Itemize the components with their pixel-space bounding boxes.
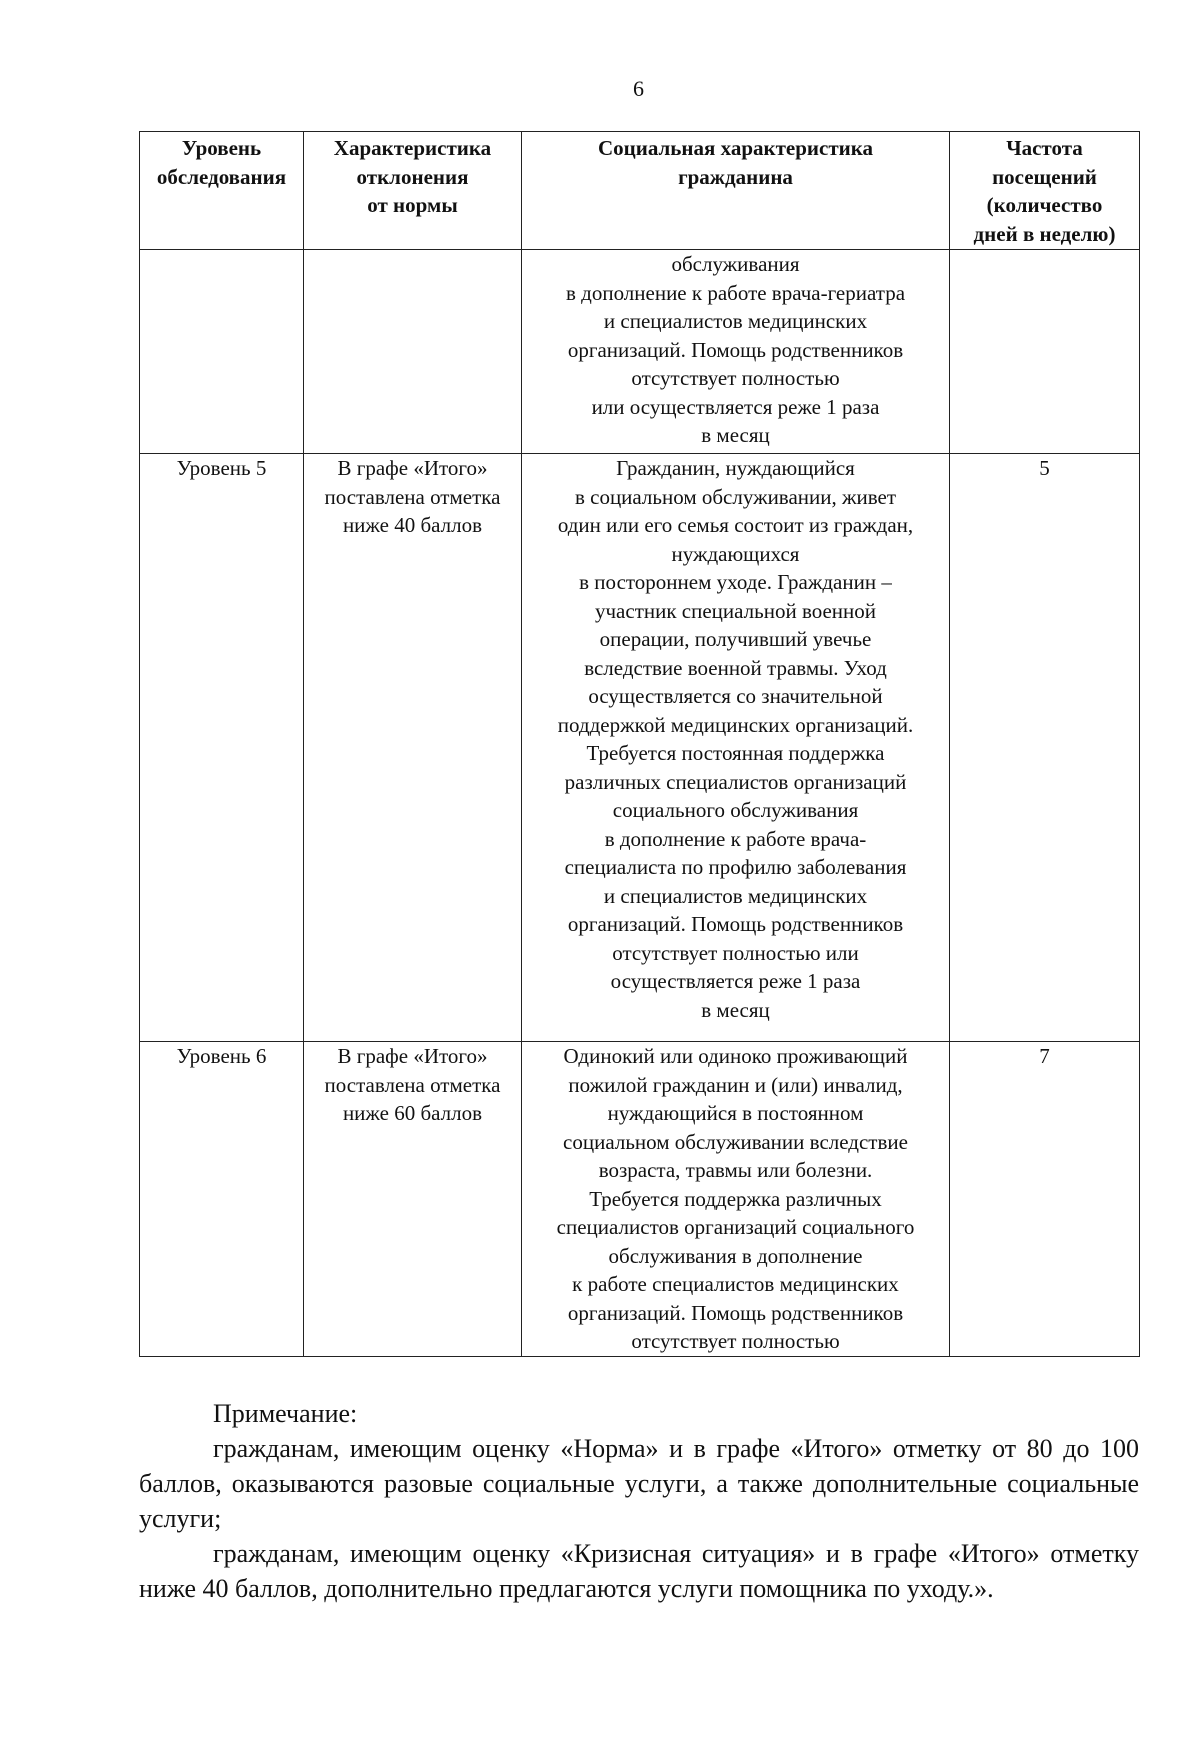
- text-line: в дополнение к работе врача-: [604, 826, 867, 851]
- text-line: специалиста по профилю заболевания: [564, 855, 907, 879]
- text-line: от нормы: [367, 193, 458, 217]
- text-line: поддержкой медицинских организаций.: [557, 712, 914, 737]
- text-line: В графе «Итого»: [337, 1044, 488, 1068]
- text-line: Уровень: [181, 136, 262, 160]
- text-line: в постороннем уходе. Гражданин –: [579, 570, 892, 594]
- text-line: организаций. Помощь родственников: [567, 912, 904, 936]
- text-line: в месяц: [701, 997, 770, 1022]
- text-line: В графе «Итого»: [337, 456, 488, 480]
- cell-deviation: [304, 454, 522, 1042]
- text-line: различных специалистов организаций: [564, 769, 907, 794]
- cell-social: [522, 1042, 950, 1357]
- header-social: [522, 132, 950, 250]
- text-line: ниже 40 баллов: [342, 513, 483, 537]
- notes-paragraph: гражданам, имеющим оценку «Норма» и в графе «Итого» отметку от 80 до 100 баллов, оказываются разовые социальные услуги, а также дополнительные социальные услуги;: [139, 1434, 1139, 1533]
- cell-social: [522, 250, 950, 454]
- text-line: в социальном обслуживании, живет: [574, 484, 897, 509]
- table-row: [140, 454, 1140, 1042]
- text-line: отсутствует полностью: [631, 366, 840, 390]
- text-line: нуждающийся в постоянном: [607, 1101, 864, 1125]
- text-line: отсутствует полностью: [631, 1329, 840, 1353]
- text-line: к работе специалистов медицинских: [572, 1272, 899, 1296]
- cell-level: Уровень 6: [140, 1042, 304, 1357]
- notes-title: Примечание:: [213, 1399, 358, 1428]
- cell-level: [140, 250, 304, 454]
- text-line: обслуживания: [671, 252, 800, 276]
- text-line: Частота: [1006, 136, 1083, 160]
- text-line: осуществляется со значительной: [588, 684, 883, 708]
- cell-deviation: [304, 250, 522, 454]
- text-line: поставлена отметка: [324, 484, 501, 509]
- table-header-row: [140, 132, 1140, 250]
- header-level: [140, 132, 304, 250]
- text-line: организаций. Помощь родственников: [567, 1300, 904, 1325]
- cell-frequency: 5: [950, 454, 1140, 1042]
- text-line: социального обслуживания: [612, 798, 859, 822]
- header-deviation: [304, 132, 522, 250]
- text-line: отсутствует полностью или: [612, 940, 859, 965]
- text-line: один или его семья состоит из граждан,: [557, 513, 914, 537]
- text-line: отклонения: [356, 164, 469, 189]
- text-line: нуждающихся: [671, 541, 800, 566]
- table-row: [140, 250, 1140, 454]
- notes-paragraph: гражданам, имеющим оценку «Кризисная ситуация» и в графе «Итого» отметку ниже 40 баллов, дополнительно предлагаются услуги помощника по уходу.».: [139, 1539, 1139, 1603]
- text-line: (количество: [986, 193, 1103, 217]
- text-line: участник специальной военной: [594, 598, 877, 623]
- text-line: дней в неделю): [973, 221, 1116, 246]
- text-line: социальном обслуживании вследствие: [563, 1129, 908, 1154]
- cell-deviation: [304, 1042, 522, 1357]
- text-line: возраста, травмы или болезни.: [598, 1158, 873, 1182]
- text-line: организаций. Помощь родственников: [567, 337, 904, 362]
- text-line: вследствие военной травмы. Уход: [584, 655, 887, 680]
- text-line: пожилой гражданин и (или) инвалид,: [568, 1072, 903, 1097]
- cell-level: Уровень 5: [140, 454, 304, 1042]
- text-line: обслуживания в дополнение: [608, 1243, 863, 1268]
- text-line: в месяц: [701, 423, 770, 447]
- text-line: или осуществляется реже 1 раза: [591, 394, 880, 419]
- cell-social: [522, 454, 950, 1042]
- notes-section: [139, 1396, 1139, 1606]
- text-line: Характеристика: [333, 136, 492, 160]
- text-line: в дополнение к работе врача-гериатра: [565, 280, 906, 305]
- text-line: Требуется постоянная поддержка: [586, 741, 885, 765]
- table-row: [140, 1042, 1140, 1357]
- text-line: ниже 60 баллов: [342, 1101, 483, 1125]
- text-line: Одинокий или одиноко проживающий: [563, 1044, 908, 1068]
- text-line: осуществляется реже 1 раза: [610, 969, 861, 993]
- text-line: обследования: [156, 164, 287, 189]
- text-line: гражданина: [678, 164, 793, 189]
- text-line: Социальная характеристика: [597, 136, 874, 160]
- text-line: и специалистов медицинских: [603, 309, 868, 333]
- text-line: посещений: [992, 164, 1097, 189]
- service-level-table: [139, 131, 1140, 1357]
- text-line: операции, получивший увечье: [599, 627, 872, 651]
- header-frequency: [950, 132, 1140, 250]
- text-line: специалистов организаций социального: [556, 1215, 915, 1239]
- cell-frequency: [950, 250, 1140, 454]
- text-line: поставлена отметка: [324, 1072, 501, 1097]
- cell-frequency: 7: [950, 1042, 1140, 1357]
- text-line: Гражданин, нуждающийся: [616, 456, 855, 480]
- text-line: и специалистов медицинских: [603, 883, 868, 908]
- text-line: Требуется поддержка различных: [589, 1186, 882, 1211]
- page-number-text: 6: [633, 76, 644, 101]
